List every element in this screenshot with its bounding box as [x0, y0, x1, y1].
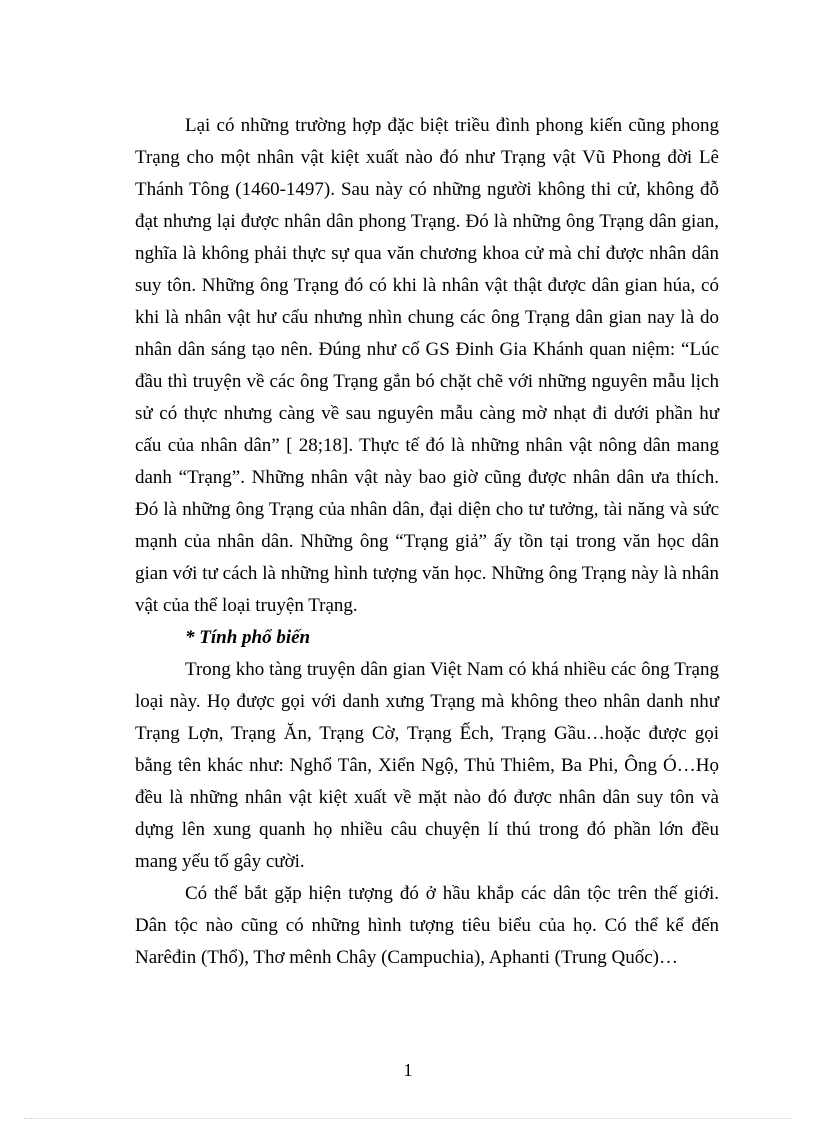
- section-heading-tinh-pho-bien: * Tính phổ biến: [185, 627, 311, 648]
- document-body: [135, 110, 719, 974]
- paragraph-trang-intro: Lại có những trường hợp đặc biệt triều đình phong kiến cũng phong Trạng cho một nhân vật kiệt xuất nào đó như Trạng vật Vũ Phong đời Lê Thánh Tông (1460-1497). Sau này có những người không thi cử, không đỗ đạt nhưng lại được nhân dân phong Trạng. Đó là những ông Trạng dân gian, nghĩa là không phải thực sự qua văn chương khoa cử mà chỉ được nhân dân suy tôn. Những ông Trạng đó có khi là nhân vật thật được dân gian húa, có khi là nhân vật hư cấu nhưng nhìn chung các ông Trạng dân gian nay là do nhân dân sáng tạo nên. Đúng như cố GS Đinh Gia Khánh quan niệm: “Lúc đầu thì truyện về các ông Trạng gắn bó chặt chẽ với những nguyên mẫu lịch sử có thực nhưng càng về sau nguyên mẫu càng mờ nhạt đi dưới phần hư cấu của nhân dân” [ 28;18]. Thực tế đó là những nhân vật nông dân mang danh “Trạng”. Những nhân vật này bao giờ cũng được nhân dân ưa thích. Đó là những ông Trạng của nhân dân, đại diện cho tư tưởng, tài năng và sức mạnh của nhân dân. Những ông “Trạng giả” ấy tồn tại trong văn học dân gian với tư cách là những hình tượng văn học. Những ông Trạng này là nhân vật của thể loại truyện Trạng.: [135, 115, 719, 616]
- page-bottom-divider: [24, 1118, 792, 1119]
- page-number: 1: [403, 1060, 413, 1080]
- paragraph-world-examples: Có thể bắt gặp hiện tượng đó ở hầu khắp các dân tộc trên thế giới. Dân tộc nào cũng có những hình tượng tiêu biểu của họ. Có thể kể đến Narêđin (Thổ), Thơ mênh Chây (Campuchia), Aphanti (Trung Quốc)…: [135, 883, 719, 968]
- paragraph-trang-examples: Trong kho tàng truyện dân gian Việt Nam có khá nhiều các ông Trạng loại này. Họ được gọi với danh xưng Trạng mà không theo nhân danh như Trạng Lợn, Trạng Ăn, Trạng Cờ, Trạng Ếch, Trạng Gầu…hoặc được gọi bằng tên khác như: Nghổ Tân, Xiển Ngộ, Thủ Thiêm, Ba Phi, Ông Ó…Họ đều là những nhân vật kiệt xuất về mặt nào đó được nhân dân suy tôn và dựng lên xung quanh họ nhiều câu chuyện lí thú trong đó phần lớn đều mang yếu tố gây cười.: [135, 659, 719, 872]
